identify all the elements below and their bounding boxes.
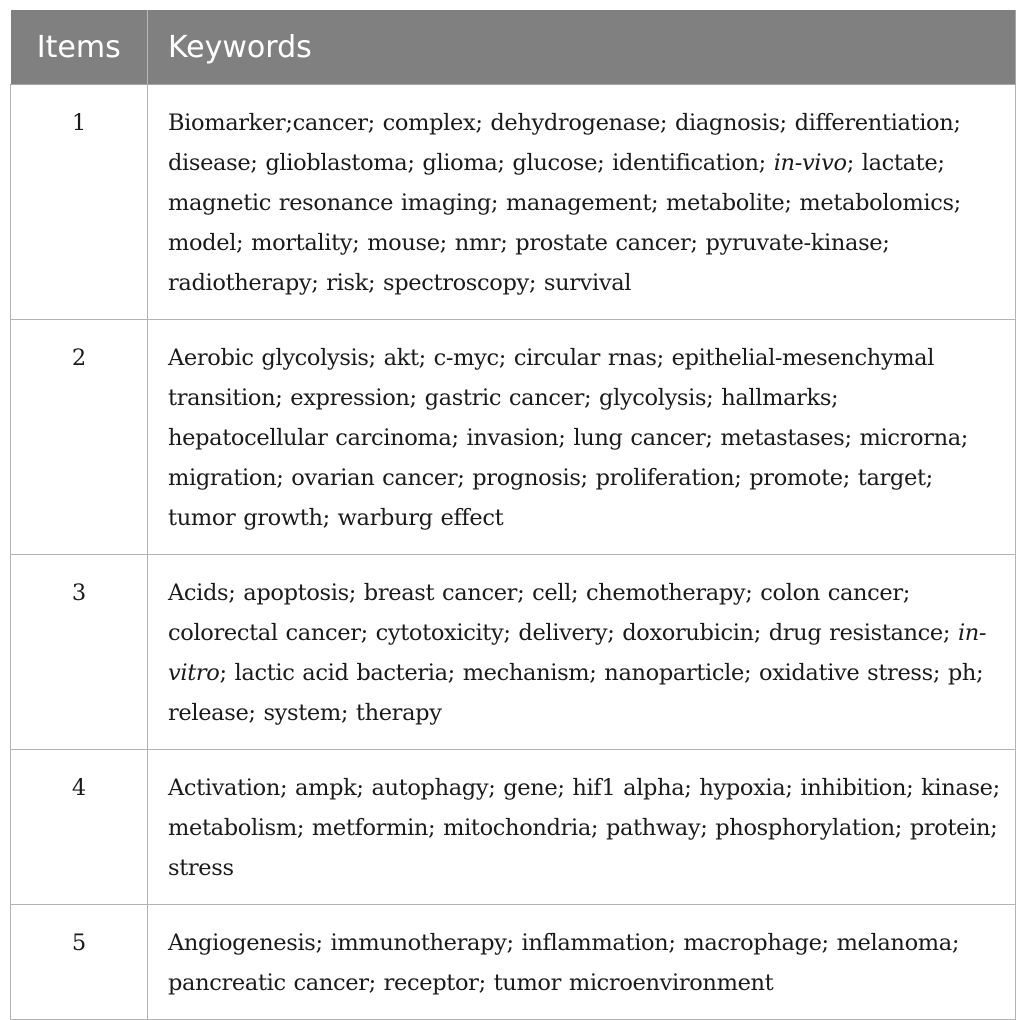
item-number: 4 [11,750,148,905]
keywords-text: Biomarker;cancer; complex; dehydrogenase; diagnosis; differentiation; disease; glioblastoma; glioma; glucose; identification; [168,110,961,176]
keywords-cell [148,905,1016,1020]
header-items: Items [11,10,148,85]
table-row [11,750,1016,905]
table-row [11,320,1016,555]
keywords-cell [148,555,1016,750]
keywords-text: Aerobic glycolysis; akt; c-myc; circular rnas; epithelial-mesenchymal transition; expression; gastric cancer; glycolysis; hallmarks; hepatocellular carcinoma; invasion; lung cancer; metastases; microrna; migration; ovarian cancer; prognosis; proliferation; promote; target; tumor growth; warburg effect [168,345,969,531]
item-number: 3 [11,555,148,750]
keywords-text: Angiogenesis; immunotherapy; inflammation; macrophage; melanoma; pancreatic cancer; receptor; tumor microenvironment [168,930,960,996]
keywords-cell [148,320,1016,555]
table-body [11,85,1016,1020]
keywords-table [10,10,1016,1020]
keywords-italic-text: in-vivo [773,150,847,176]
item-number: 5 [11,905,148,1020]
table-row [11,555,1016,750]
table-row [11,85,1016,320]
keywords-italic-text: in-vitro [168,620,987,686]
item-number: 2 [11,320,148,555]
header-row [11,10,1016,85]
header-keywords: Keywords [148,10,1016,85]
item-number: 1 [11,85,148,320]
keywords-text: ; lactate; magnetic resonance imaging; management; metabolite; metabolomics; model; mortality; mouse; nmr; prostate cancer; pyruvate-kinase; radiotherapy; risk; spectroscopy; survival [168,150,961,296]
keywords-text: Acids; apoptosis; breast cancer; cell; chemotherapy; colon cancer; colorectal cancer; cytotoxicity; delivery; doxorubicin; drug resistance; [168,580,958,646]
keywords-cell [148,85,1016,320]
keywords-cell [148,750,1016,905]
table-row [11,905,1016,1020]
keywords-text: Activation; ampk; autophagy; gene; hif1 alpha; hypoxia; inhibition; kinase; metabolism; metformin; mitochondria; pathway; phosphorylation; protein; stress [168,775,1000,881]
table-header [11,10,1016,85]
keywords-text: ; lactic acid bacteria; mechanism; nanoparticle; oxidative stress; ph; release; system; therapy [168,660,984,726]
